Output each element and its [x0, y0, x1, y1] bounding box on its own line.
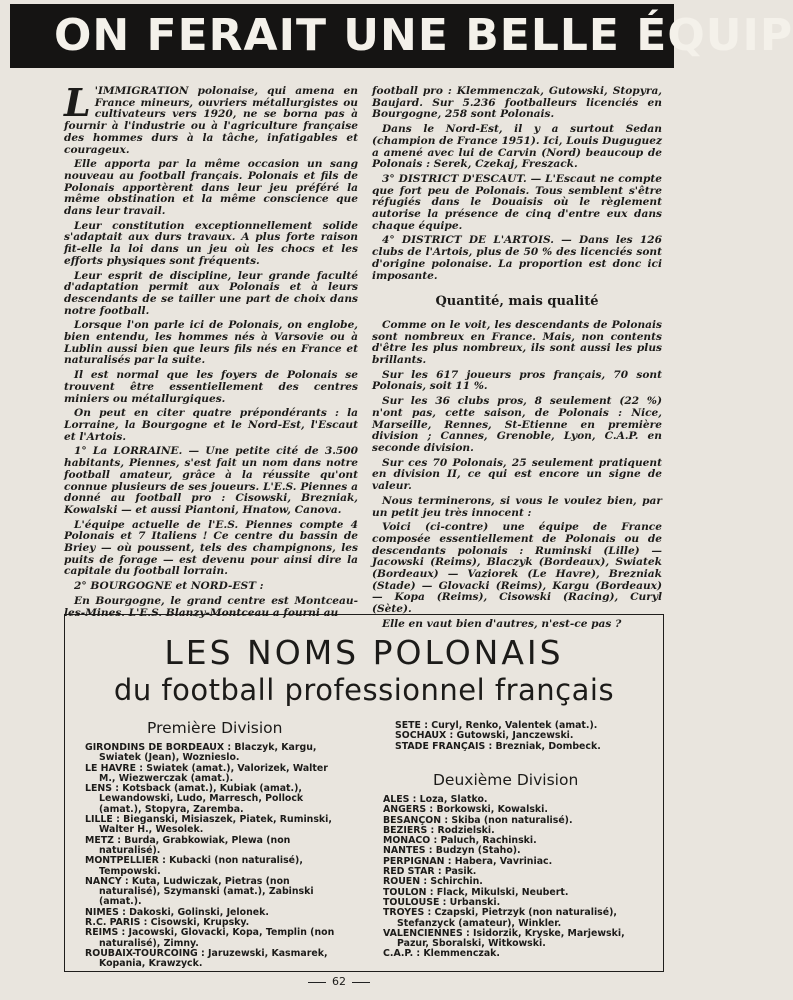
headline-text: ON FERAIT UNE BELLE ÉQUIP: [54, 10, 793, 61]
page-number-dash: [308, 982, 326, 983]
team-entry: ALES : Loza, Slatko.: [383, 794, 488, 805]
article-paragraph: L 'IMMIGRATION polonaise, qui amena en France mineurs, ouvriers métallurgistes ou cultivateurs vers 1920, ne se borna pas à fournir à l'industrie ou à l'agriculture française des hommes durs à la tâche, infatigables et courageux.: [64, 80, 358, 156]
team-entry: MONTPELLIER : Kubacki (non naturalisé), Tempowski.: [85, 855, 303, 877]
team-entry: ROUEN : Schirchin.: [383, 876, 483, 888]
team-entry: NANTES : Budzyn (Staho).: [383, 845, 521, 857]
article-paragraph: Nous terminerons, si vous le voulez bien, par un petit jeu très innocent :: [372, 494, 662, 519]
article-paragraph: Sur ces 70 Polonais, 25 seulement pratiquent en division II, ce qui est encore un signe de valeur.: [372, 456, 662, 493]
second-division-list: [383, 795, 647, 960]
article-paragraph: 2° BOURGOGNE et NORD-EST :: [74, 580, 264, 593]
article-paragraph: football pro : Klemmenczak, Gutowski, Stopyra, Baujard. Sur 5.236 footballeurs licenciés en Bourgogne, 258 sont Polonais.: [372, 85, 662, 121]
team-entry: SETE : Curyl, Renko, Valentek (amat.).: [395, 720, 598, 731]
team-entry: C.A.P. : Klemmenczak.: [383, 948, 500, 960]
team-entry: SOCHAUX : Gutowski, Janczewski.: [395, 730, 574, 742]
article-paragraph: Sur les 617 joueurs pros français, 70 sont Polonais, soit 11 %.: [372, 368, 662, 393]
article-paragraph: 4° DISTRICT DE L'ARTOIS. — Dans les 126 clubs de l'Artois, plus de 50 % des licenciés sont d'origine polonaise. La proportion est donc ici imposante.: [372, 234, 662, 282]
team-entry: NANCY : Kuta, Ludwiczak, Pietras (non naturalisé), Szymanski (amat.), Zabinski (amat.).: [85, 875, 314, 908]
article-paragraph: Sur les 36 clubs pros, 8 seulement (22 %) n'ont pas, cette saison, de Polonais : Nice, Marseille, Rennes, St-Etienne en première division ; Cannes, Grenoble, Lyon, C.A.P. en seconde division.: [372, 395, 662, 454]
page-number: [0, 975, 678, 988]
article-paragraph: Dans le Nord-Est, il y a surtout Sedan (champion de France 1951). Ici, Louis Duguguez a amené avec lui de Carvin (Nord) beaucoup de Polonais : Serek, Czekaj, Freszack.: [372, 123, 662, 171]
article-paragraph: 3° DISTRICT D'ESCAUT. — L'Escaut ne compte que fort peu de Polonais. Tous semblent s'être réfugiés dans le Douaisis où le règlement autorise la présence de cinq d'entre eux dans chaque équipe.: [372, 172, 662, 232]
team-entry: STADE FRANÇAIS : Brezniak, Dombeck.: [395, 740, 601, 752]
article-right-column: [372, 86, 662, 634]
team-entry: MONACO : Paluch, Rachinski.: [383, 835, 537, 847]
team-entry: LILLE : Bieganski, Misiaszek, Piatek, Ruminski, Walter H., Wesolek.: [85, 814, 332, 836]
article-paragraph: Leur esprit de discipline, leur grande faculté d'adaptation permit aux Polonais et à leurs descendants de se tailler une part de choix dans notre football.: [64, 269, 358, 317]
article-paragraph: 1° La LORRAINE. — Une petite cité de 3.500 habitants, Piennes, s'est fait un nom dans notre football amateur, grâce à la réussite qu'ont connue plusieurs de ses joueurs. L'E.S. Piennes a donné au football pro : Cisowski, Brezniak, Kowalski — et aussi Piantoni, Hnatow, Canova.: [64, 445, 358, 516]
polish-names-box: [64, 614, 664, 972]
page-number-text: 62: [332, 975, 346, 988]
article-paragraph: On peut en citer quatre prépondérants : la Lorraine, la Bourgogne et le Nord-Est, l'Escaut et l'Artois.: [64, 407, 358, 443]
team-entry: RED STAR : Pasik.: [383, 866, 477, 878]
team-entry: METZ : Burda, Grabkowiak, Plewa (non naturalisé).: [85, 834, 291, 856]
article-paragraph: Lorsque l'on parle ici de Polonais, on englobe, bien entendu, les hommes nés à Varsovie ou à Lublin aussi bien que leurs fils nés en France et naturalisés par la suite.: [64, 319, 358, 367]
box-title: LES NOMS POLONAIS: [164, 633, 564, 672]
first-division-list: [85, 743, 347, 970]
section-subheading: Quantité, mais qualité: [435, 294, 599, 310]
team-entry: REIMS : Jacowski, Glovacki, Kopa, Templin (non naturalisé), Zimny.: [85, 927, 335, 949]
article-paragraph: Leur constitution exceptionnellement solide s'adaptait aux durs travaux. A plus forte raison fit-elle la loi dans un jeu où les chocs et les efforts physiques sont fréquents.: [64, 219, 358, 267]
page-number-dash: [352, 982, 370, 983]
second-division-heading: Deuxième Division: [433, 771, 579, 789]
team-entry: ROUBAIX-TOURCOING : Jaruzewski, Kasmarek, Kopania, Krawzyck.: [85, 947, 328, 970]
team-entry: LENS : Kotsback (amat.), Kubiak (amat.), Lewandowski, Ludo, Marresch, Pollock (amat.), Stopyra, Zaremba.: [85, 783, 304, 815]
drop-cap: L: [64, 80, 91, 125]
team-entry: TOULOUSE : Urbanski.: [383, 896, 501, 908]
first-division-list-continued: [395, 721, 645, 752]
team-entry: LE HAVRE : Swiatek (amat.), Valorizek, Walter M., Wiezwerczak (amat.).: [85, 762, 328, 784]
article-left-column: [64, 80, 358, 622]
team-entry: NIMES : Dakoski, Golinski, Jelonek.: [85, 906, 269, 918]
box-subtitle: du football professionnel français: [113, 673, 615, 707]
article-paragraph: Voici (ci-contre) une équipe de France composée essentiellement de Polonais ou de descendants polonais : Ruminski (Lille) — Jacowski (Reims), Blaczyk (Bordeaux), Swiatek (Bordeaux) — Vaziorek (Le Havre), Brezniak (Stade) — Glovacki (Reims), Kargu (Bordeaux) — Kopa (Reims), Cisowski (Racing), Curyl (Sète).: [372, 521, 662, 616]
article-paragraph: Elle en vaut bien d'autres, n'est-ce pas ?: [382, 617, 622, 630]
team-entry: R.C. PARIS : Cisowski, Krupsky.: [85, 917, 250, 929]
headline-banner: [10, 4, 793, 68]
team-entry: VALENCIENNES : Isidorzik, Kryske, Marjewski, Pazur, Sboralski, Witkowski.: [383, 927, 625, 950]
article-paragraph: En Bourgogne, le grand centre est Montceau-les-Mines. L'E.S. Blanzy-Montceau a fourni au: [64, 594, 358, 619]
article-paragraph: Il est normal que les foyers de Polonais se trouvent être essentiellement des centres miniers ou métallurgiques.: [64, 369, 358, 405]
team-entry: BESANÇON : Skiba (non naturalisé).: [383, 814, 573, 826]
team-entry: BEZIERS : Rodzielski.: [383, 824, 495, 836]
team-entry: TOULON : Flack, Mikulski, Neubert.: [383, 886, 569, 898]
team-entry: TROYES : Czapski, Pietrzyk (non naturalisé), Stefanzyck (amateur), Winkler.: [383, 907, 617, 929]
team-entry: GIRONDINS DE BORDEAUX : Blaczyk, Kargu, Swiatek (Jean), Woznieslo.: [85, 742, 317, 764]
team-entry: ANGERS : Borkowski, Kowalski.: [383, 804, 548, 816]
team-entry: PERPIGNAN : Habera, Vavriniac.: [383, 855, 553, 867]
article-paragraph: Elle apporta par la même occasion un sang nouveau au football français. Polonais et fils de Polonais apportèrent dans leur jeu préféré la même obstination et la même conscience que dans leur travail.: [64, 158, 358, 218]
first-division-heading: Première Division: [147, 719, 283, 737]
article-paragraph: Comme on le voit, les descendants de Polonais sont nombreux en France. Mais, non contents d'être les plus nombreux, ils sont aussi les plus brillants.: [372, 318, 662, 367]
article-paragraph: L'équipe actuelle de l'E.S. Piennes compte 4 Polonais et 7 Italiens ! Ce centre du bassin de Briey — où poussent, tels des champignons, les puits de forage — est devenu pour ainsi dire la capitale du football lorrain.: [64, 518, 358, 578]
